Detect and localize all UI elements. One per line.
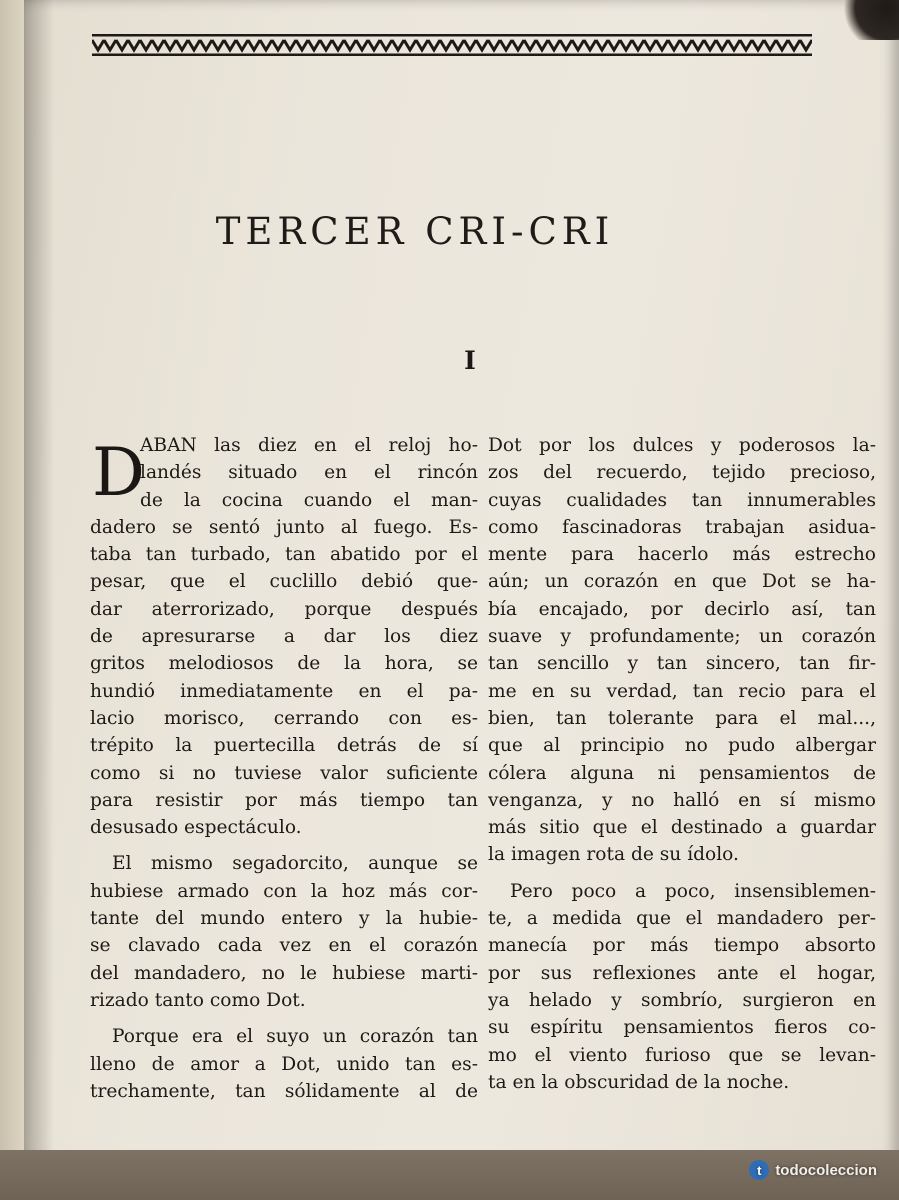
text-line: El mismo segadorcito, aunque se bbox=[112, 853, 478, 875]
text-line: Dot por los dulces y poderosos la- bbox=[488, 435, 876, 456]
text-line: te, a medida que el mandadero per- bbox=[488, 908, 876, 930]
text-line: landés situado en el rincón bbox=[140, 462, 478, 484]
watermark bbox=[749, 1160, 877, 1180]
text-line: hundió inmediatamente en el pa- bbox=[90, 680, 478, 702]
text-line: como si no tuviese valor suficiente bbox=[90, 762, 478, 784]
text-line: zos del recuerdo, tejido precioso, bbox=[488, 462, 876, 484]
text-line: bía encajado, por decirlo así, tan bbox=[488, 598, 876, 620]
paragraph-gap bbox=[90, 1014, 478, 1023]
text-line: mente para hacerlo más estrecho bbox=[488, 544, 876, 566]
drop-cap: D bbox=[92, 434, 145, 511]
text-line: su espíritu pensamientos fieros co- bbox=[488, 1017, 876, 1039]
text-line: bien, tan tolerante para el mal..., bbox=[488, 707, 876, 729]
text-line: manecía por más tiempo absorto bbox=[488, 935, 876, 957]
text-line: por sus reflexiones ante el hogar, bbox=[488, 962, 876, 984]
text-line: cólera alguna ni pensamientos de bbox=[488, 762, 876, 784]
text-line: la imagen rota de su ídolo. bbox=[488, 844, 739, 866]
text-line: ABAN las diez en el reloj ho- bbox=[140, 435, 478, 456]
text-line: que al principio no pudo albergar bbox=[488, 735, 876, 757]
text-line: ta en la obscuridad de la noche. bbox=[488, 1071, 790, 1093]
text-line: taba tan turbado, tan abatido por el bbox=[90, 544, 478, 566]
page-gutter-shadow bbox=[24, 0, 54, 1168]
text-line: venganza, y no halló en sí mismo bbox=[488, 789, 876, 811]
left-text-column bbox=[90, 432, 478, 1105]
text-line: pesar, que el cuclillo debió que- bbox=[90, 571, 478, 593]
text-line: Porque era el suyo un corazón tan bbox=[112, 1026, 478, 1048]
text-line: de apresurarse a dar los diez bbox=[90, 626, 478, 648]
text-line: me en su verdad, tan recio para el bbox=[488, 680, 876, 702]
text-line: tan sencillo y tan sincero, tan fir- bbox=[488, 653, 876, 675]
text-line: suave y profundamente; un corazón bbox=[488, 626, 876, 648]
text-line: desusado espectáculo. bbox=[90, 817, 302, 839]
paragraph-gap bbox=[90, 841, 478, 850]
text-line: dar aterrorizado, porque después bbox=[90, 598, 478, 620]
text-line: aún; un corazón en que Dot se ha- bbox=[488, 571, 876, 593]
text-line: del mandadero, no le hubiese marti- bbox=[90, 962, 478, 984]
paragraph-gap bbox=[488, 869, 876, 878]
text-line: cuyas cualidades tan innumerables bbox=[488, 489, 876, 511]
right-text-column bbox=[488, 432, 876, 1096]
text-line: para resistir por más tiempo tan bbox=[90, 789, 478, 811]
corner-shadow bbox=[839, 0, 899, 40]
watermark-text: todocoleccion bbox=[775, 1161, 877, 1179]
text-line: mo el viento furioso que se levan- bbox=[488, 1044, 876, 1066]
text-line: se clavado cada vez en el corazón bbox=[90, 935, 478, 957]
text-line: ya helado y sombrío, surgieron en bbox=[488, 989, 876, 1011]
text-line: rizado tanto como Dot. bbox=[90, 989, 306, 1011]
section-number: I bbox=[464, 346, 476, 375]
text-line: Pero poco a poco, insensiblemen- bbox=[510, 880, 876, 902]
text-line: de la cocina cuando el man- bbox=[140, 489, 478, 511]
chapter-title: TERCER CRI-CRI bbox=[215, 210, 615, 253]
todocoleccion-icon: t bbox=[749, 1160, 769, 1180]
text-line: hubiese armado con la hoz más cor- bbox=[90, 880, 478, 902]
text-line: tante del mundo entero y la hubie- bbox=[90, 908, 478, 930]
header-ornament bbox=[92, 34, 812, 56]
text-line: dadero se sentó junto al fuego. Es- bbox=[90, 516, 478, 538]
text-line: como fascinadoras trabajan asidua- bbox=[488, 516, 876, 538]
text-line: trechamente, tan sólidamente al de bbox=[90, 1080, 478, 1102]
text-line: lacio morisco, cerrando con es- bbox=[90, 707, 478, 729]
text-line: trépito la puertecilla detrás de sí bbox=[90, 735, 478, 757]
text-line: más sitio que el destinado a guardar bbox=[488, 817, 876, 839]
text-line: lleno de amor a Dot, unido tan es- bbox=[90, 1053, 478, 1075]
text-line: gritos melodiosos de la hora, se bbox=[90, 653, 478, 675]
